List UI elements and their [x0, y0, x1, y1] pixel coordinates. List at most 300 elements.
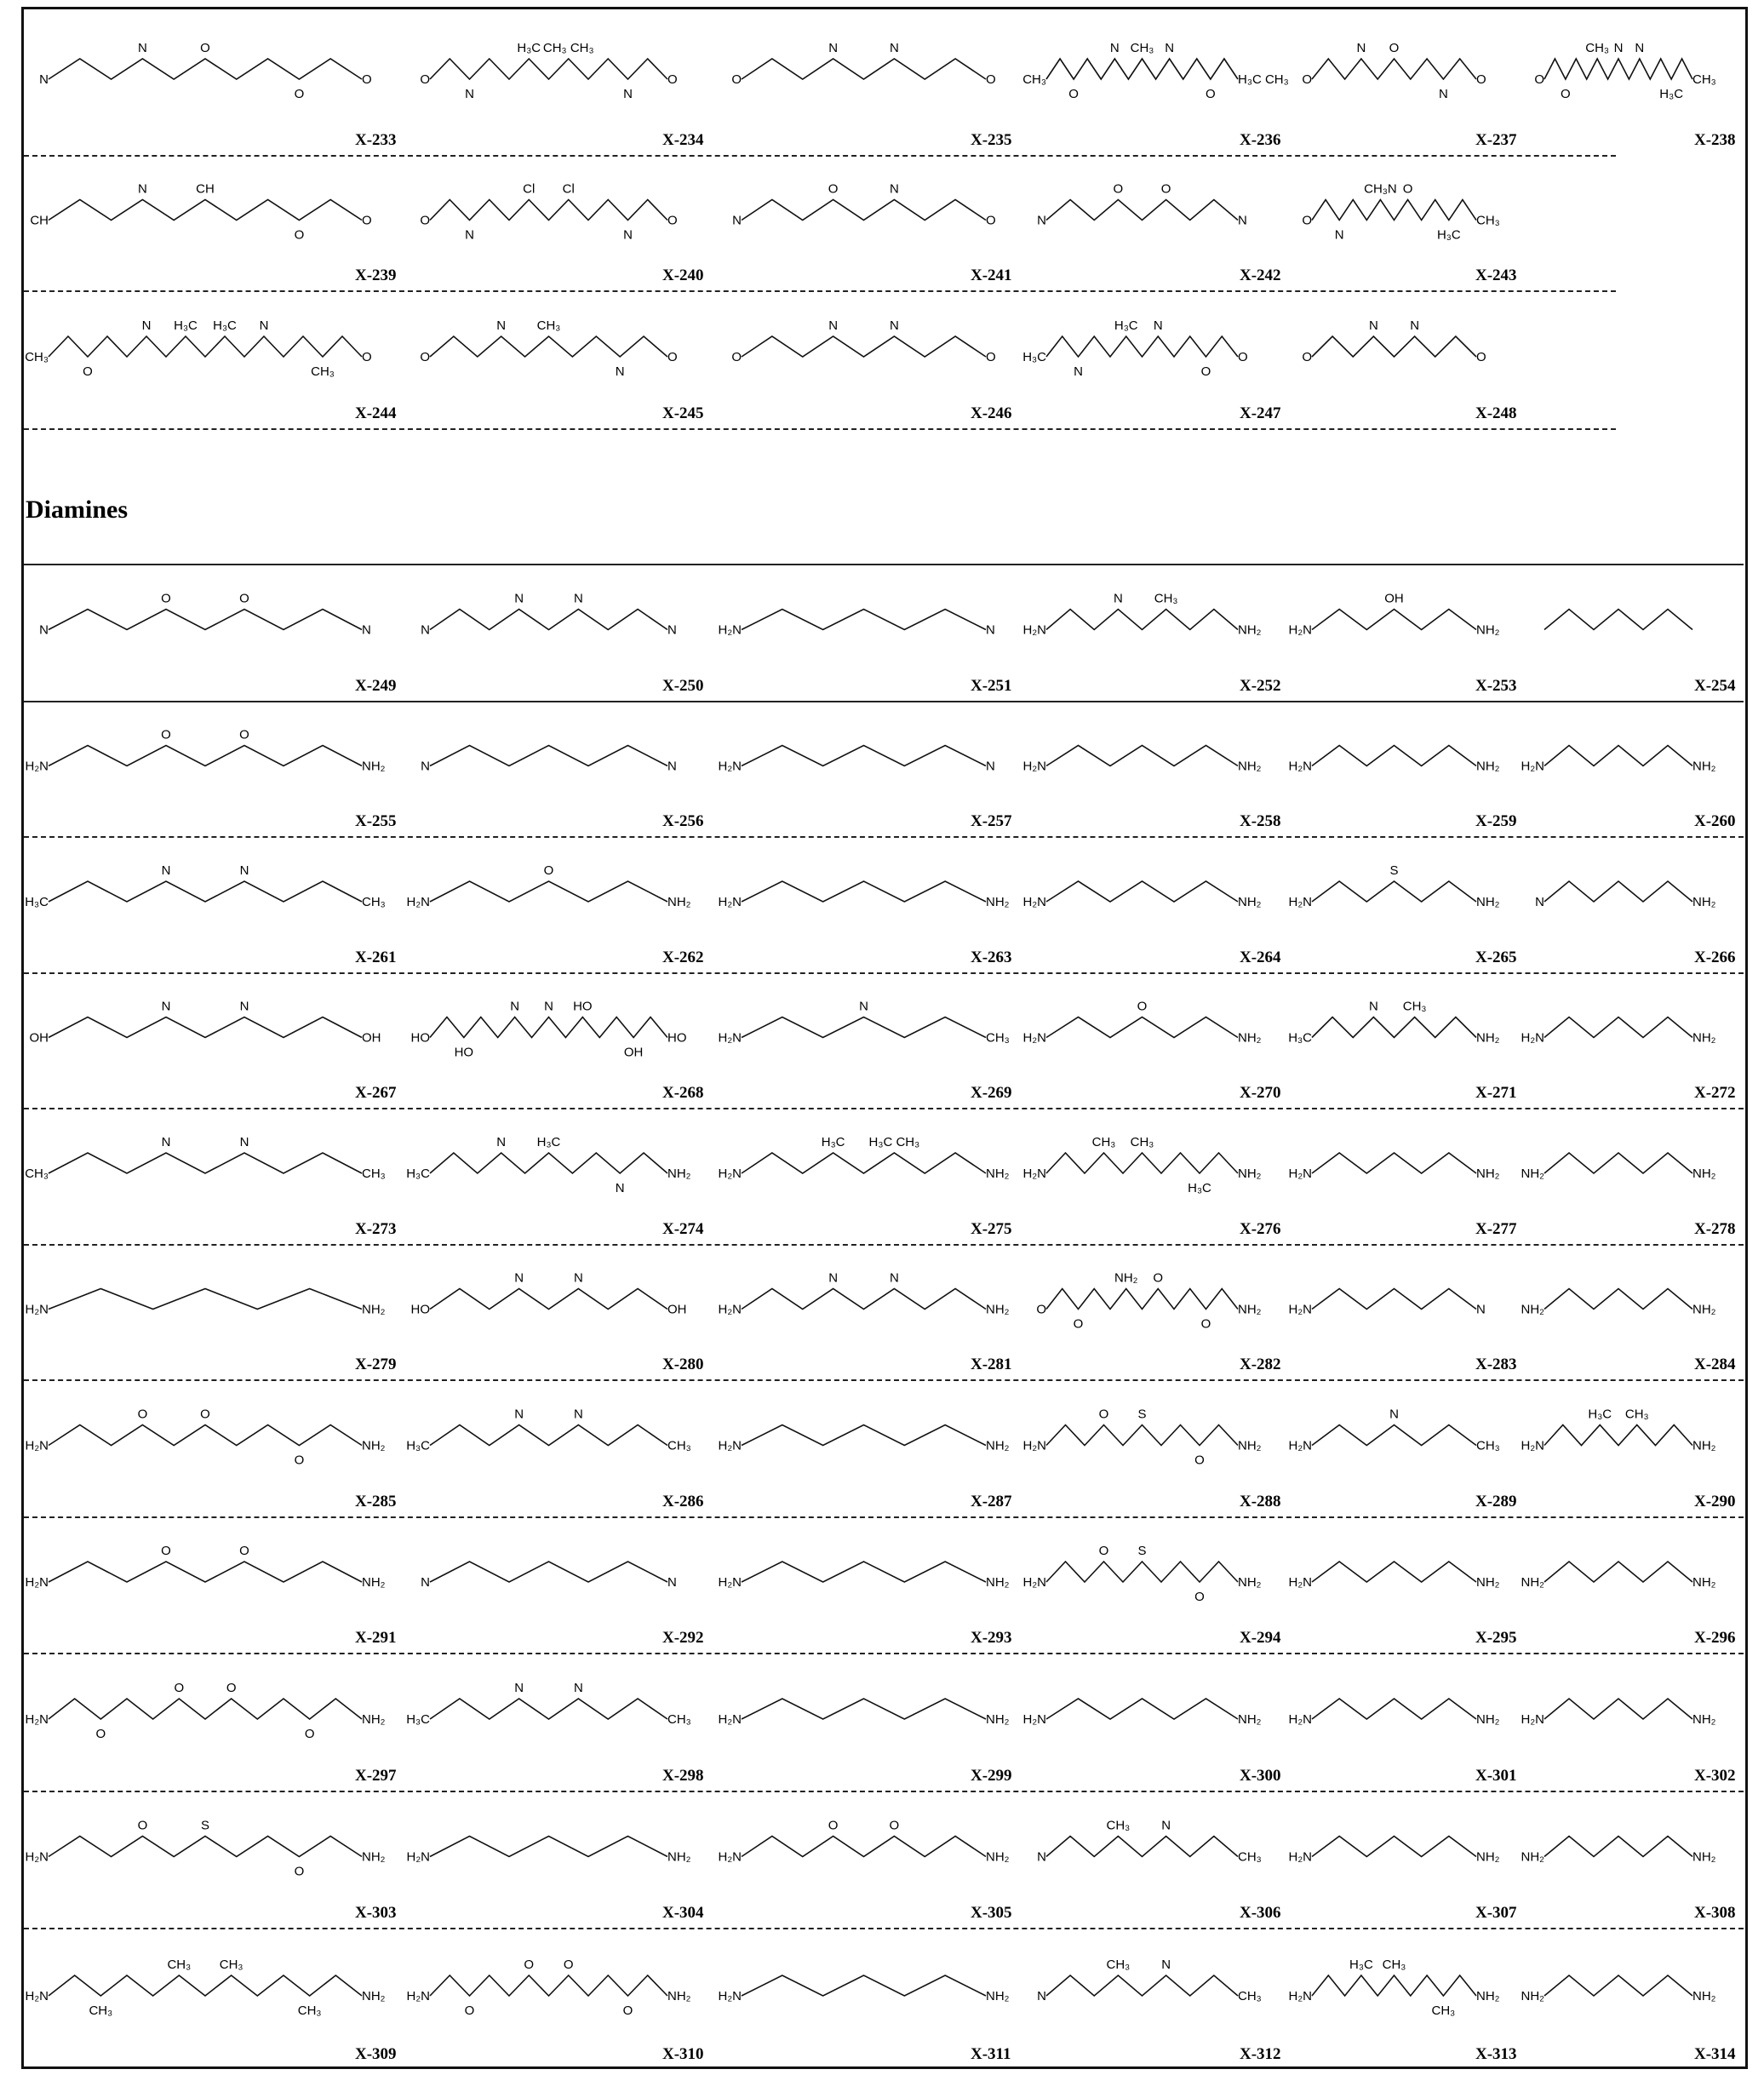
compound-id-label: X-262 — [662, 949, 704, 967]
atom-label: NH₂ — [1238, 1575, 1262, 1590]
atom-label: CH₃ — [362, 1166, 386, 1181]
bond-chain — [742, 1562, 986, 1582]
compound-cell — [1028, 290, 1274, 428]
atom-label: CH₃ — [1092, 1135, 1116, 1149]
compound-id-label: X-261 — [355, 949, 397, 967]
compound-cell — [411, 1244, 703, 1379]
compound-id-label: X-252 — [1240, 677, 1281, 696]
atom-label: O — [239, 592, 249, 606]
atom-label: N — [667, 623, 677, 638]
structure-drawing — [1293, 155, 1495, 265]
atom-label: H₂N — [719, 1166, 742, 1181]
atom-label: CH₃ — [1022, 72, 1046, 87]
compound-id-label: X-305 — [971, 1904, 1012, 1923]
bond-chain — [49, 1153, 362, 1173]
atom-label: CH₃ — [1131, 41, 1154, 55]
atom-label: S — [1137, 1407, 1146, 1422]
compound-id-label: X-269 — [971, 1084, 1012, 1103]
bond-chain — [1312, 1289, 1476, 1310]
atom-label: CH₃ — [1106, 1819, 1130, 1833]
compound-cell — [1028, 701, 1274, 836]
atom-label: NH₂ — [667, 1989, 691, 2003]
compound-cell — [411, 1791, 703, 1928]
atom-label: NH₂ — [1692, 895, 1716, 909]
structure-drawing — [1028, 836, 1257, 947]
atom-label: O — [667, 72, 678, 87]
atom-label: N — [362, 623, 371, 638]
compound-id-label: X-256 — [662, 812, 704, 831]
atom-label: O — [420, 350, 430, 364]
structure-drawing — [30, 701, 381, 811]
atom-label: Cl — [523, 182, 535, 197]
atom-label: N — [138, 182, 147, 197]
bond-chain — [1046, 1699, 1238, 1719]
atom-label: N — [240, 1000, 249, 1014]
structure-drawing — [1526, 1379, 1711, 1491]
compound-id-label: X-282 — [1240, 1356, 1281, 1374]
compound-cell — [30, 836, 398, 972]
atom-label: N — [574, 1271, 583, 1286]
structure-drawing — [723, 1791, 1005, 1902]
structure-drawing — [30, 1244, 381, 1354]
atom-label: H₃C — [1188, 1181, 1211, 1195]
structure-drawing — [1293, 1516, 1495, 1627]
structure-drawing — [1293, 701, 1495, 811]
compound-id-label: X-268 — [662, 1084, 704, 1103]
atom-label: CH₃ — [1403, 1000, 1427, 1014]
compound-id-label: X-296 — [1694, 1629, 1736, 1648]
atom-label: O — [1161, 182, 1171, 197]
atom-label: H₂N — [1521, 1031, 1545, 1046]
structure-drawing — [723, 9, 1005, 129]
bond-chain — [49, 610, 362, 630]
compound-id-label: X-289 — [1475, 1493, 1517, 1511]
atom-label: NH₂ — [1521, 1166, 1545, 1181]
atom-label: N — [1439, 87, 1448, 101]
atom-label: N — [890, 318, 899, 333]
atom-label: CH₃ — [1476, 214, 1500, 228]
compound-id-label: X-253 — [1475, 677, 1517, 696]
bond-chain — [430, 746, 667, 766]
atom-label: N — [616, 364, 625, 379]
structure-drawing — [411, 1516, 686, 1627]
bond-chain — [742, 610, 986, 630]
bond-chain — [742, 336, 986, 357]
structure-drawing — [30, 155, 381, 265]
atom-label: O — [623, 2003, 633, 2018]
structure-drawing — [723, 836, 1005, 947]
atom-label: NH₂ — [1692, 759, 1716, 774]
bond-chain — [1544, 1562, 1692, 1582]
atom-label: N — [1635, 41, 1644, 55]
atom-label: H₂N — [407, 1850, 431, 1865]
compound-id-label: X-270 — [1240, 1084, 1281, 1103]
atom-label: OH — [1384, 592, 1404, 606]
atom-label: N — [39, 72, 49, 87]
compound-id-label: X-237 — [1475, 131, 1517, 150]
bond-chain — [1544, 1017, 1692, 1038]
structure-drawing — [30, 1928, 381, 2043]
compound-id-label: X-311 — [971, 2045, 1011, 2064]
atom-label: H₃C — [406, 1712, 430, 1727]
atom-label: NH₂ — [667, 1166, 691, 1181]
compound-cell — [1028, 1108, 1274, 1244]
structure-drawing — [30, 1653, 381, 1765]
atom-label: O — [544, 863, 554, 878]
structure-drawing — [1293, 836, 1495, 947]
section-heading-diamines: Diamines — [26, 496, 128, 524]
atom-label: H₃C — [822, 1135, 845, 1149]
structure-drawing — [1293, 1108, 1495, 1218]
structure-drawing — [1526, 1516, 1711, 1627]
atom-label: N — [544, 1000, 553, 1014]
atom-label: CH₃ — [1585, 41, 1609, 55]
compound-id-label: X-233 — [355, 131, 397, 150]
atom-label: H₂N — [26, 759, 49, 774]
atom-label: O — [731, 72, 742, 87]
atom-label: NH₂ — [986, 1439, 1010, 1453]
compound-cell — [1028, 1516, 1274, 1653]
structure-drawing — [723, 155, 1005, 265]
structure-drawing — [411, 1791, 686, 1902]
atom-label: N — [162, 1000, 171, 1014]
atom-label: N — [1335, 228, 1344, 243]
compound-id-label: X-263 — [971, 949, 1012, 967]
atom-label: CH₃ — [25, 1166, 49, 1181]
atom-label: N — [890, 182, 899, 197]
structure-drawing — [30, 972, 381, 1082]
atom-label: NH₂ — [986, 1850, 1010, 1865]
atom-label: H₂N — [719, 1575, 742, 1590]
structure-drawing — [723, 1516, 1005, 1627]
structure-drawing — [1028, 155, 1257, 265]
atom-label: H₃C — [517, 41, 541, 55]
atom-label: O — [362, 72, 372, 87]
bond-chain — [1046, 610, 1238, 630]
structure-drawing — [1526, 836, 1711, 947]
structure-drawing — [30, 1791, 381, 1902]
compound-id-label: X-300 — [1240, 1767, 1281, 1786]
atom-label: NH₂ — [986, 1712, 1010, 1727]
atom-label: N — [1369, 318, 1378, 333]
structure-drawing — [30, 564, 381, 675]
atom-label: NH₂ — [1692, 1166, 1716, 1181]
atom-label: O — [1201, 1317, 1211, 1332]
bond-chain — [49, 1699, 362, 1719]
atom-label: O — [1194, 1453, 1205, 1468]
atom-label: N — [1535, 895, 1544, 909]
atom-label: NH₂ — [362, 1850, 386, 1865]
atom-label: O — [1099, 1407, 1109, 1422]
atom-label: H₂N — [1023, 1712, 1047, 1727]
bond-chain — [1544, 1837, 1692, 1857]
atom-label: NH₂ — [1521, 1850, 1545, 1865]
bond-chain — [49, 881, 362, 902]
atom-label: NH₂ — [986, 1575, 1010, 1590]
atom-label: NH₂ — [1238, 1166, 1262, 1181]
structure-drawing — [411, 1108, 686, 1218]
bond-chain — [1312, 200, 1476, 221]
atom-label: CH₃ — [25, 350, 49, 364]
compound-id-label: X-274 — [662, 1220, 704, 1239]
compound-cell — [1028, 9, 1274, 155]
structure-drawing — [411, 1379, 686, 1491]
atom-label: O — [305, 1727, 315, 1741]
structure-drawing — [1028, 972, 1257, 1082]
atom-label: NH₂ — [1476, 1850, 1500, 1865]
atom-label: N — [1165, 41, 1174, 55]
atom-label: H₃C — [213, 318, 237, 333]
atom-label: H₃C — [1114, 318, 1138, 333]
atom-label: CH₃ — [1131, 1135, 1154, 1149]
atom-label: CH₃N — [1364, 182, 1397, 197]
atom-label: H₂N — [26, 1439, 49, 1453]
atom-label: O — [138, 1819, 148, 1833]
compound-id-label: X-310 — [662, 2045, 704, 2064]
atom-label: H₂N — [1289, 1439, 1313, 1453]
atom-label: O — [200, 1407, 210, 1422]
bond-chain — [1312, 336, 1476, 357]
atom-label: N — [1074, 364, 1083, 379]
atom-label: S — [201, 1819, 209, 1833]
atom-label: CH₃ — [986, 1031, 1010, 1046]
atom-label: NH₂ — [362, 1575, 386, 1590]
atom-label: O — [986, 350, 996, 364]
compound-cell — [1028, 1653, 1274, 1791]
row-divider — [24, 428, 1616, 430]
bond-chain — [430, 200, 667, 221]
atom-label: NH₂ — [1238, 895, 1262, 909]
compound-id-label: X-241 — [971, 267, 1012, 285]
compound-id-label: X-249 — [355, 677, 397, 696]
compound-cell — [411, 155, 703, 290]
compound-id-label: X-308 — [1694, 1904, 1736, 1923]
atom-label: H₃C — [1349, 1957, 1373, 1972]
compound-id-label: X-294 — [1240, 1629, 1281, 1648]
compound-id-label: X-285 — [355, 1493, 397, 1511]
compound-id-label: X-244 — [355, 404, 397, 423]
bond-chain — [1046, 200, 1238, 221]
bond-chain — [742, 1425, 986, 1446]
atom-label: N — [1476, 1303, 1486, 1317]
bond-chain — [1312, 746, 1476, 766]
atom-label: H₂N — [1289, 1575, 1313, 1590]
atom-label: O — [161, 728, 171, 742]
atom-label: H₂N — [1023, 1031, 1047, 1046]
atom-label: H₂N — [1289, 1166, 1313, 1181]
atom-label: O — [828, 1819, 839, 1833]
atom-label: HO — [411, 1031, 431, 1046]
structure-drawing — [411, 1653, 686, 1765]
bond-chain — [1312, 1562, 1476, 1582]
compound-id-label: X-250 — [662, 677, 704, 696]
compound-id-label: X-260 — [1694, 812, 1736, 831]
atom-label: NH₂ — [986, 1303, 1010, 1317]
atom-label: H₂N — [407, 895, 431, 909]
compound-id-label: X-309 — [355, 2045, 397, 2064]
compound-id-label: X-297 — [355, 1767, 397, 1786]
structure-drawing — [30, 9, 381, 129]
atom-label: NH₂ — [1114, 1271, 1138, 1286]
compound-id-label: X-299 — [971, 1767, 1012, 1786]
atom-label: N — [162, 1135, 171, 1149]
compound-id-label: X-312 — [1240, 2045, 1281, 2064]
bond-chain — [1046, 1975, 1238, 1996]
compound-id-label: X-259 — [1475, 812, 1517, 831]
structure-drawing — [411, 701, 686, 811]
atom-label: OH — [624, 1046, 644, 1060]
atom-label: H₂N — [1023, 759, 1047, 774]
atom-label: O — [295, 228, 305, 243]
bond-chain — [1046, 1153, 1238, 1173]
atom-label: CH₃ — [1238, 1989, 1262, 2003]
compound-id-label: X-287 — [971, 1493, 1012, 1511]
atom-label: N — [421, 759, 430, 774]
atom-label: O — [1302, 350, 1312, 364]
atom-label: H₃C — [174, 318, 198, 333]
compound-id-label: X-235 — [971, 131, 1012, 150]
atom-label: O — [667, 214, 678, 228]
atom-label: H₃C CH₃ — [869, 1135, 920, 1149]
atom-label: N — [890, 1271, 899, 1286]
bond-chain — [742, 1289, 986, 1310]
atom-label: NH₂ — [1692, 1989, 1716, 2003]
atom-label: NH₂ — [1238, 623, 1262, 638]
atom-label: H₂N — [1521, 1439, 1545, 1453]
atom-label: O — [161, 592, 171, 606]
atom-label: N — [514, 1271, 524, 1286]
compound-id-label: X-283 — [1475, 1356, 1517, 1374]
atom-label: N — [138, 41, 147, 55]
atom-label: N — [39, 623, 49, 638]
atom-label: O — [295, 87, 305, 101]
compound-cell — [30, 972, 398, 1108]
atom-label: O — [138, 1407, 148, 1422]
atom-label: H₂N — [719, 623, 742, 638]
compound-id-label: X-243 — [1475, 267, 1517, 285]
structure-drawing — [1028, 701, 1257, 811]
bond-chain — [1312, 1975, 1476, 1996]
bond-chain — [742, 1153, 986, 1173]
atom-label: H₂N — [26, 1712, 49, 1727]
compound-cell — [1028, 972, 1274, 1108]
atom-label: NH₂ — [1476, 895, 1500, 909]
bond-chain — [49, 746, 362, 766]
compound-cell — [411, 1516, 703, 1653]
atom-label: N — [496, 318, 506, 333]
atom-label: N — [667, 759, 677, 774]
atom-label: N — [421, 1575, 430, 1590]
atom-label: H₂N — [1023, 1439, 1047, 1453]
bond-chain — [1312, 1017, 1476, 1038]
structure-drawing — [1526, 9, 1711, 129]
compound-id-label: X-271 — [1475, 1084, 1517, 1103]
atom-label: N — [421, 623, 430, 638]
structure-drawing — [1526, 1791, 1711, 1902]
bond-chain — [1046, 1289, 1238, 1310]
atom-label: N — [574, 592, 583, 606]
compound-id-label: X-302 — [1694, 1767, 1736, 1786]
structure-drawing — [30, 1516, 381, 1627]
atom-label: O — [1403, 182, 1413, 197]
bond-chain — [49, 336, 362, 357]
atom-label: CH₃ — [1625, 1407, 1649, 1422]
compound-id-label: X-275 — [971, 1220, 1012, 1239]
atom-label: H₃C — [25, 895, 49, 909]
structure-drawing — [723, 290, 1005, 403]
structure-drawing — [1028, 9, 1257, 129]
atom-label: O — [731, 350, 742, 364]
atom-label: NH₂ — [1238, 1031, 1262, 1046]
compound-id-label: X-295 — [1475, 1629, 1517, 1648]
bond-chain — [1046, 1562, 1238, 1582]
compound-cell — [30, 1244, 398, 1379]
atom-label: H₂N — [1289, 1989, 1313, 2003]
bond-chain — [1312, 1699, 1476, 1719]
bond-chain — [1046, 1017, 1238, 1038]
atom-label: O — [362, 350, 372, 364]
atom-label: H₂N — [1289, 895, 1313, 909]
atom-label: NH₂ — [1692, 1850, 1716, 1865]
atom-label: O — [1153, 1271, 1163, 1286]
structure-drawing — [30, 1108, 381, 1218]
structure-drawing — [1526, 1653, 1711, 1765]
bond-chain — [1544, 881, 1692, 902]
atom-label: O — [1068, 87, 1079, 101]
atom-label: HO — [411, 1303, 431, 1317]
structure-drawing — [723, 564, 1005, 675]
bond-chain — [1544, 59, 1692, 79]
atom-label: OH — [30, 1031, 49, 1046]
atom-label: NH₂ — [1238, 1303, 1262, 1317]
compound-cell — [1028, 1791, 1274, 1928]
atom-label: N — [240, 863, 249, 878]
compound-id-label: X-272 — [1694, 1084, 1736, 1103]
bond-chain — [49, 1017, 362, 1038]
atom-label: H₂N — [1289, 1850, 1313, 1865]
atom-label: N — [514, 1407, 524, 1422]
structure-drawing — [30, 1379, 381, 1491]
atom-label: H₂N — [1289, 759, 1313, 774]
bond-chain — [430, 336, 667, 357]
compound-cell — [411, 290, 703, 428]
atom-label: CH — [196, 182, 215, 197]
atom-label: NH₂ — [362, 759, 386, 774]
structure-drawing — [1526, 972, 1711, 1082]
atom-label: H₂N — [1289, 623, 1313, 638]
atom-label: NH₂ — [986, 895, 1010, 909]
compound-id-label: X-258 — [1240, 812, 1281, 831]
atom-label: N — [162, 863, 171, 878]
atom-label: H₂N — [1023, 623, 1047, 638]
compound-id-label: X-238 — [1694, 131, 1736, 150]
atom-label: NH₂ — [1521, 1303, 1545, 1317]
bond-chain — [430, 1289, 667, 1310]
atom-label: NH₂ — [1476, 1712, 1500, 1727]
atom-label: NH₂ — [1521, 1575, 1545, 1590]
compound-cell — [30, 1928, 398, 2069]
bond-chain — [49, 59, 362, 79]
compound-id-label: X-288 — [1240, 1493, 1281, 1511]
atom-label: CH₃ — [1383, 1957, 1406, 1972]
compound-cell — [1028, 1244, 1274, 1379]
structure-drawing — [411, 9, 686, 129]
bond-chain — [49, 1562, 362, 1582]
compound-id-label: X-239 — [355, 267, 397, 285]
structure-drawing — [1028, 1791, 1257, 1902]
compound-id-label: X-278 — [1694, 1220, 1736, 1239]
compound-cell — [30, 1379, 398, 1516]
